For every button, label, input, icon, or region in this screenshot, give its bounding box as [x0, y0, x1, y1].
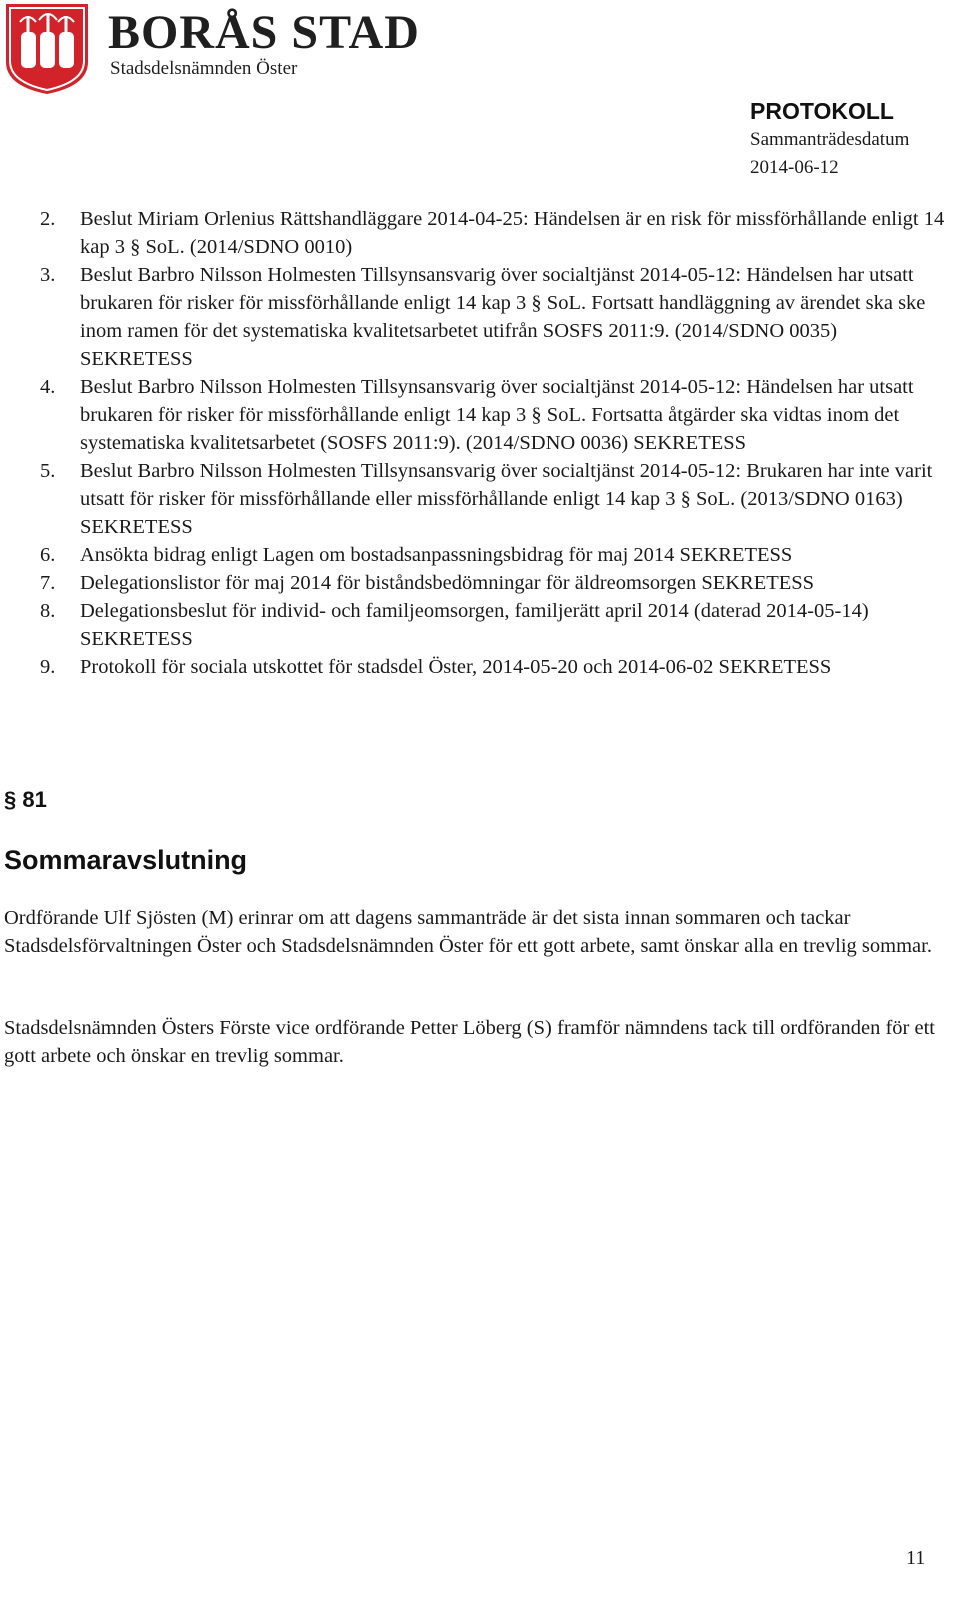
- list-item: [0, 597, 952, 653]
- list-item: [0, 457, 952, 541]
- list-item-number: 2.: [40, 208, 56, 230]
- list-item-text: Ansökta bidrag enligt Lagen om bostadsanpassningsbidrag för maj 2014 SEKRETESS: [80, 544, 793, 566]
- list-item-number: 6.: [40, 544, 56, 566]
- logo-subtitle: Stadsdelsnämnden Öster: [110, 58, 298, 79]
- list-item: [0, 373, 952, 457]
- paragraph: Ordförande Ulf Sjösten (M) erinrar om att dagens sammanträde är det sista innan sommaren och tackar Stadsdelsförvaltningen Öster och Stadsdelsnämnden Öster för ett gott arbete, samt önskar alla en trevlig sommar.: [4, 907, 932, 957]
- list-item-number: 3.: [40, 264, 56, 286]
- meeting-date-label: Sammanträdesdatum: [750, 129, 910, 150]
- decision-list: [0, 205, 952, 681]
- paragraph: Stadsdelsnämnden Östers Förste vice ordförande Petter Löberg (S) framför nämndens tack till ordföranden för ett gott arbete och önskar en trevlig sommar.: [4, 1017, 935, 1067]
- list-item-text: Beslut Barbro Nilsson Holmesten Tillsynsansvarig över socialtjänst 2014-05-12: Händelsen har utsatt brukaren för risker för missförhållande enligt 14 kap 3 § SoL. Fortsatta åtgärder ska vidtas inom det systematiska kvalitetsarbetet (SOSFS 2011:9). (2014/SDNO 0036) SEKRETESS: [80, 376, 914, 454]
- list-item-number: 8.: [40, 600, 56, 622]
- list-item: [0, 261, 952, 373]
- list-item-number: 7.: [40, 572, 56, 594]
- list-item-number: 5.: [40, 460, 56, 482]
- list-item-text: Beslut Barbro Nilsson Holmesten Tillsynsansvarig över socialtjänst 2014-05-12: Händelsen har utsatt brukaren för risker för missförhållande enligt 14 kap 3 § SoL. Fortsatt handläggning av ärendet ska ske inom ramen för det systematiska kvalitetsarbetet utifrån SOSFS 2011:9. (2014/SDNO 0035) SEKRETESS: [80, 264, 926, 370]
- city-coat-of-arms-icon: [4, 2, 92, 96]
- meeting-date: 2014-06-12: [750, 157, 839, 178]
- section-number: § 81: [4, 787, 47, 812]
- list-item: [0, 205, 952, 261]
- list-item: [0, 569, 952, 597]
- list-item-number: 4.: [40, 376, 56, 398]
- list-item-number: 9.: [40, 656, 56, 678]
- list-item-text: Delegationslistor för maj 2014 för biståndsbedömningar för äldreomsorgen SEKRETESS: [80, 572, 815, 594]
- document-meta: [750, 96, 909, 182]
- page-number: 11: [906, 1547, 926, 1569]
- list-item-text: Protokoll för sociala utskottet för stadsdel Öster, 2014-05-20 och 2014-06-02 SEKRETESS: [80, 656, 832, 678]
- list-item-text: Delegationsbeslut för individ- och familjeomsorgen, familjerätt april 2014 (daterad 2014-05-14) SEKRETESS: [80, 600, 869, 650]
- document-type: PROTOKOLL: [750, 98, 894, 124]
- list-item-text: Beslut Miriam Orlenius Rättshandläggare 2014-04-25: Händelsen är en risk för missförhållande enligt 14 kap 3 § SoL. (2014/SDNO 0010): [80, 208, 945, 258]
- section-heading: Sommaravslutning: [4, 845, 248, 875]
- list-item: [0, 541, 952, 569]
- list-item: [0, 653, 952, 681]
- logo-name: BORÅS STAD: [108, 6, 420, 59]
- list-item-text: Beslut Barbro Nilsson Holmesten Tillsynsansvarig över socialtjänst 2014-05-12: Brukaren har inte varit utsatt för risker för missförhållande eller missförhållande enligt 14 kap 3 § SoL. (2013/SDNO 0163) SEKRETESS: [80, 460, 933, 538]
- header-logo: [4, 2, 420, 98]
